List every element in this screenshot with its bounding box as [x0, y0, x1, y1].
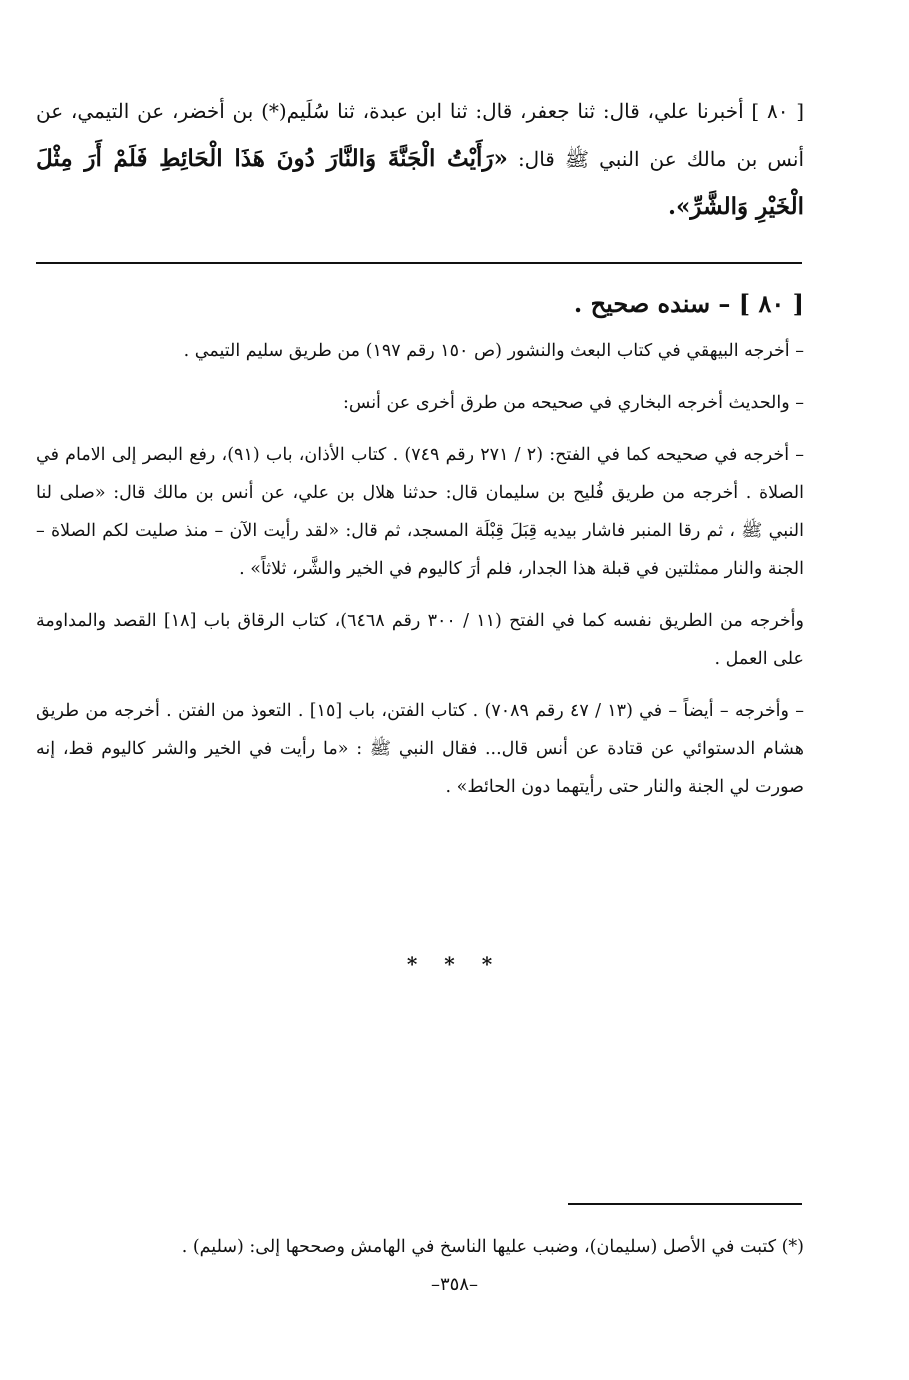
section-separator-stars: * * *: [406, 952, 503, 976]
commentary-heading: [ ٨٠ ] – سنده صحيح .: [573, 289, 804, 318]
commentary-paragraph: وأخرجه من الطريق نفسه كما في الفتح (١١ / ٣٠٠ رقم ٦٤٦٨)، كتاب الرقاق باب [١٨] القصد والمداومة على العمل .: [36, 611, 804, 669]
commentary-paragraph: – وأخرجه – أيضاً – في (١٣ / ٤٧ رقم ٧٠٨٩) . كتاب الفتن، باب [١٥] . التعوذ من الفتن . أخرجه من طريق هشام الدستوائي عن قتادة عن أنس قال... فقال النبي ﷺ : «ما رأيت في الخير والشر كاليوم قط، إنه صورت لي الجنة والنار حتى رأيتهما دون الحائط» .: [36, 701, 804, 797]
hadith-quote: «رَأَيْتُ الْجَنَّةَ وَالنَّارَ دُونَ هَذَا الْحَائِطِ فَلَمْ أَرَ مِثْلَ الْخَيْرِ وَالشَّرِّ».: [36, 145, 804, 220]
page-number: –٣٥٨–: [430, 1274, 478, 1295]
commentary-section: [36, 282, 804, 820]
footnote-divider: [568, 1203, 802, 1205]
commentary-paragraph: – أخرجه في صحيحه كما في الفتح: (٢ / ٢٧١ رقم ٧٤٩) . كتاب الأذان، باب (٩١)، رفع البصر إلى الامام في الصلاة . أخرجه من طريق فُليح بن سليمان قال: حدثنا هلال بن علي، عن أنس بن مالك قال: «صلى لنا النبي ﷺ ، ثم رقا المنبر فاشار بيديه قِبَلَ قِبْلَة المسجد، ثم قال: «لقد رأيت الآن – منذ صليت لكم الصلاة – الجنة والنار ممثلتين في قبلة هذا الجدار، فلم أرَ كاليوم في الخير والشَّر، ثلاثاً» .: [36, 445, 805, 579]
commentary-paragraph: – والحديث أخرجه البخاري في صحيحه من طرق أخرى عن أنس:: [342, 393, 804, 413]
hadith-text: [ ٨٠ ] أخبرنا علي، قال: ثنا جعفر، قال: ثنا ابن عبدة، ثنا سُلَيم(*) بن أخضر، عن التيمي، عن أنس بن مالك عن النبي ﷺ قال:: [36, 99, 804, 171]
section-divider: [36, 262, 802, 264]
footnote: (*) كتبت في الأصل (سليمان)، وضبب عليها الناسخ في الهامش وصححها إلى: (سليم) .: [181, 1237, 804, 1257]
commentary-paragraph: – أخرجه البيهقي في كتاب البعث والنشور (ص ١٥٠ رقم ١٩٧) من طريق سليم التيمي .: [183, 341, 804, 361]
hadith-block: [36, 88, 804, 231]
